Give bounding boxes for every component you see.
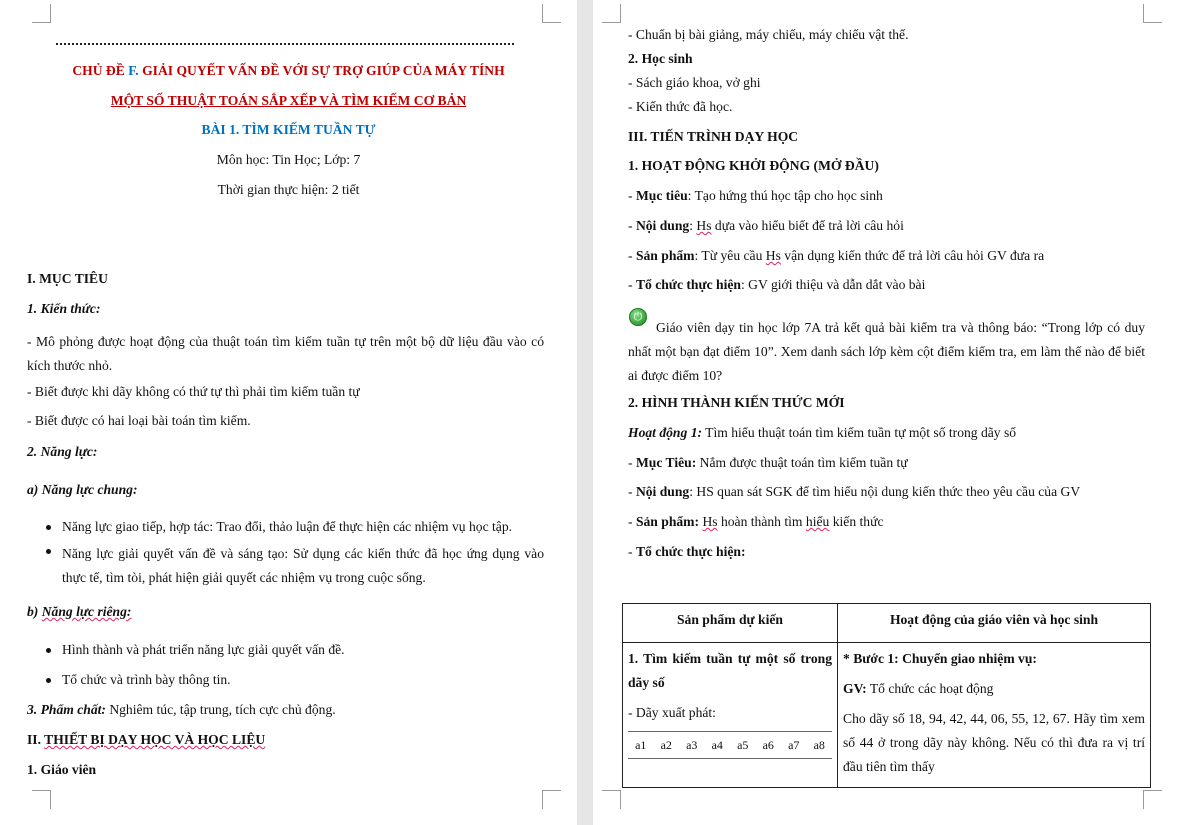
teacher-heading: 1. Giáo viên [27, 762, 97, 777]
quality-line: 3. Phẩm chất: Nghiêm túc, tập trung, tích cực chủ động. [27, 702, 336, 717]
cell-title: 1. Tìm kiếm tuần tự một số trong dãy số [628, 651, 832, 690]
specific-ability-heading: b) Năng lực riêng: [27, 604, 132, 619]
document-page-right [593, 0, 1179, 825]
general-ability-item: Năng lực giải quyết vấn đề và sáng tạo: Sử dụng các kiến thức đã học ứng dụng vào thực tế, tìm tòi, phát hiện giải quyết các nhiệm vụ trong cuộc sống. [62, 546, 544, 585]
section-heading: II. THIẾT BỊ DẠY HỌC VÀ HỌC LIỆU [27, 732, 266, 747]
organization-line: - Tổ chức thực hiện: GV giới thiệu và dẫn dắt vào bài [628, 277, 926, 292]
table-row [623, 643, 1151, 788]
topic-subtitle: MỘT SỐ THUẬT TOÁN SẮP XẾP VÀ TÌM KIẾM CƠ BẢN [110, 93, 467, 108]
step-heading: * Bước 1: Chuyển giao nhiệm vụ: [843, 651, 1037, 666]
bullet-dot [46, 549, 51, 554]
sequence-cell: a1 [635, 738, 647, 752]
activity-table [622, 603, 1151, 788]
ability-heading: 2. Năng lực: [27, 444, 98, 459]
bullet-dot [46, 525, 51, 530]
header-rule [56, 43, 514, 45]
students-item: - Sách giáo khoa, vở ghi [628, 75, 761, 90]
crop-mark [602, 790, 621, 809]
product-line: - Sản phẩm: Từ yêu cầu Hs vận dụng kiến thức để trả lời câu hỏi GV đưa ra [628, 248, 1045, 263]
general-ability-heading: a) Năng lực chung: [27, 482, 138, 497]
table-header-cell: Sản phẩm dự kiến [623, 604, 838, 643]
general-ability-item: Năng lực giao tiếp, hợp tác: Trao đổi, thảo luận để thực hiện các nhiệm vụ học tập. [62, 519, 513, 534]
crop-mark [542, 790, 561, 809]
knowledge-item: - Mô phỏng được hoạt động của thuật toán tìm kiếm tuần tự trên một bộ dữ liệu đầu vào có kích thước nhỏ. [27, 334, 544, 373]
task-paragraph: Cho dãy số 18, 94, 42, 44, 06, 55, 12, 67. Hãy tìm xem số 44 ở trong dãy này không. Nếu có thì đưa ra vị trí đầu tiên tìm thấy [843, 711, 1145, 774]
sequence-cell: a4 [711, 738, 723, 752]
document-page-left [0, 0, 577, 825]
students-heading: 2. Học sinh [628, 51, 693, 66]
gv-line: GV: Tổ chức các hoạt động [843, 681, 994, 696]
bullet-dot [46, 678, 51, 683]
knowledge-item: - Biết được khi dãy không có thứ tự thì phải tìm kiếm tuần tự [27, 384, 360, 399]
duration-line: Thời gian thực hiện: 2 tiết [217, 182, 360, 197]
crop-mark [1143, 4, 1162, 23]
crop-mark [602, 4, 621, 23]
specific-ability-item: Tổ chức và trình bày thông tin. [62, 672, 231, 687]
specific-ability-item: Hình thành và phát triển năng lực giải quyết vấn đề. [62, 642, 345, 657]
topic-title: CHỦ ĐỀ F. GIẢI QUYẾT VẤN ĐỀ VỚI SỰ TRỢ GIÚP CỦA MÁY TÍNH [72, 63, 505, 78]
knowledge-item: - Biết được có hai loại bài toán tìm kiếm. [27, 413, 251, 428]
goal-line: - Mục tiêu: Tạo hứng thú học tập cho học sinh [628, 188, 883, 203]
sequence-cell: a3 [686, 738, 698, 752]
bullet-dot [46, 648, 51, 653]
power-icon: ⏻ [629, 308, 647, 326]
sequence-cell: a8 [813, 738, 825, 752]
activity1-line: Hoạt động 1: Tìm hiểu thuật toán tìm kiếm tuần tự một số trong dãy số [628, 425, 1017, 440]
organization-line: - Tổ chức thực hiện: [628, 544, 746, 559]
sequence-cell: a2 [660, 738, 672, 752]
table-cell [623, 643, 838, 788]
crop-mark [32, 4, 51, 23]
sequence-cell: a5 [737, 738, 749, 752]
crop-mark [32, 790, 51, 809]
cell-subtitle: - Dãy xuất phát: [628, 705, 716, 720]
table-header-row [623, 604, 1151, 643]
section-heading: III. TIẾN TRÌNH DẠY HỌC [628, 129, 799, 144]
content-line: - Nội dung: Hs dựa vào hiểu biết để trả lời câu hỏi [628, 218, 904, 233]
crop-mark [542, 4, 561, 23]
table-cell [838, 643, 1151, 788]
subject-line: Môn học: Tin Học; Lớp: 7 [216, 152, 361, 167]
section-heading: I. MỤC TIÊU [27, 271, 108, 286]
sequence-row [628, 731, 832, 759]
activity-heading: 2. HÌNH THÀNH KIẾN THỨC MỚI [628, 395, 845, 410]
teacher-item: - Chuẩn bị bài giảng, máy chiếu, máy chiếu vật thể. [628, 27, 909, 42]
product-line: - Sản phẩm: Hs hoàn thành tìm hiểu kiến thức [628, 514, 884, 529]
sequence-cell: a7 [788, 738, 800, 752]
knowledge-heading: 1. Kiến thức: [27, 301, 101, 316]
table-header-cell: Hoạt động của giáo viên và học sinh [838, 604, 1151, 643]
goal-line: - Mục Tiêu: Nắm được thuật toán tìm kiếm tuần tự [628, 455, 908, 470]
content-line: - Nội dung: HS quan sát SGK để tìm hiểu nội dung kiến thức theo yêu cầu của GV [628, 484, 1081, 499]
lesson-title: BÀI 1. TÌM KIẾM TUẦN TỰ [201, 122, 376, 137]
crop-mark [1143, 790, 1162, 809]
story-paragraph: Giáo viên dạy tin học lớp 7A trả kết quả bài kiểm tra và thông báo: “Trong lớp có duy nhất một bạn đạt điểm 10”. Xem danh sách lớp kèm cột điểm kiểm tra, em làm thế nào để biết ai được điểm 10? [628, 320, 1145, 383]
sequence-cell: a6 [762, 738, 774, 752]
students-item: - Kiến thức đã học. [628, 99, 733, 114]
activity-heading: 1. HOẠT ĐỘNG KHỞI ĐỘNG (MỞ ĐẦU) [628, 158, 879, 173]
